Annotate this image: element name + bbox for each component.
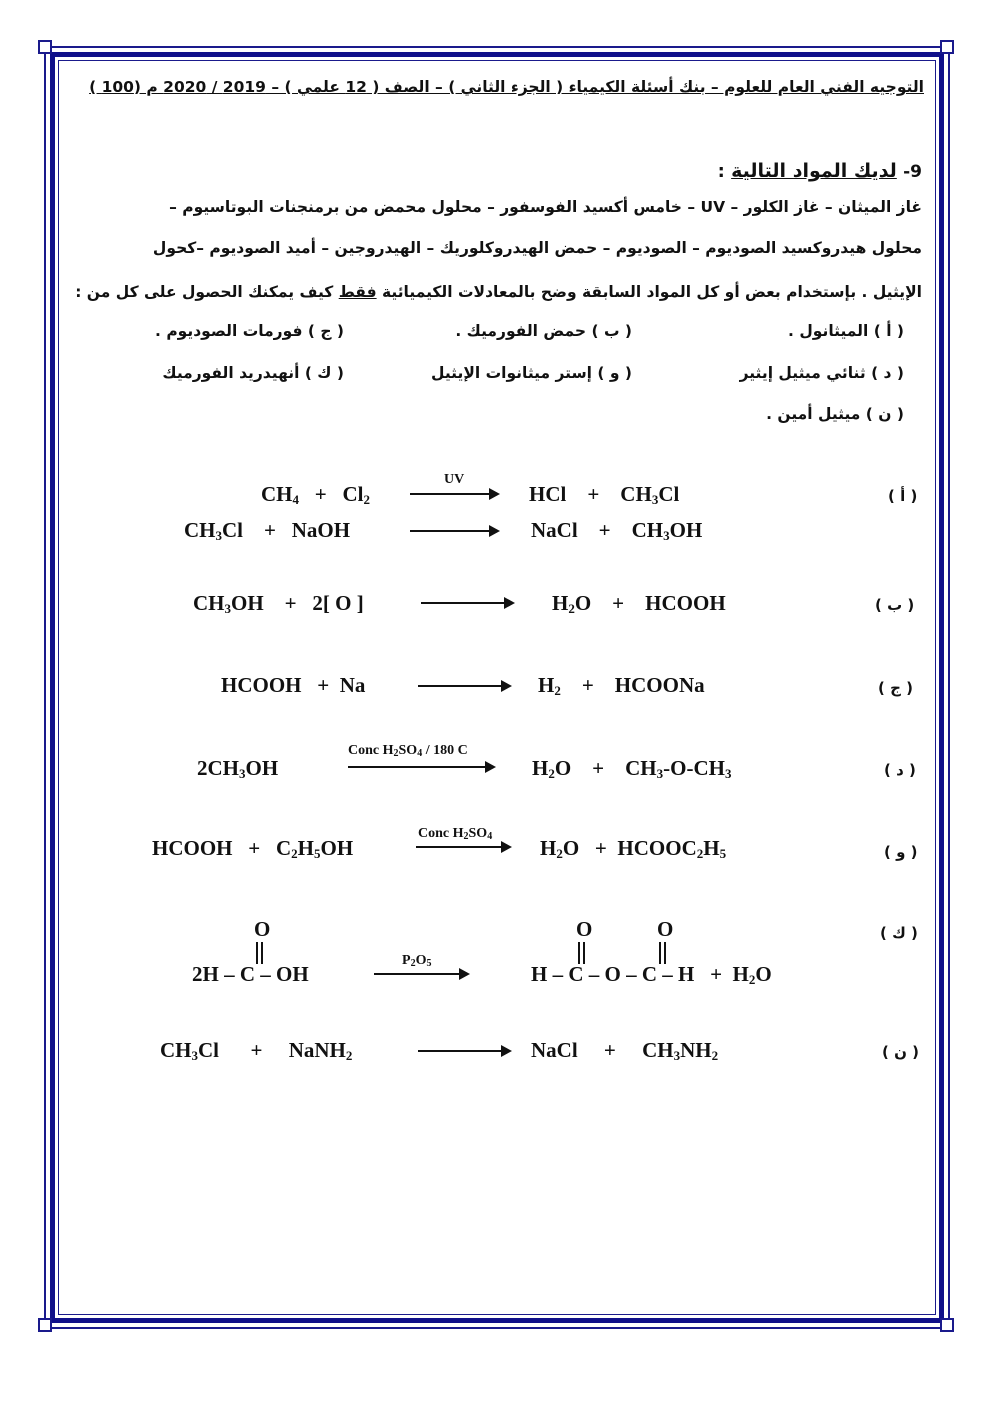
reaction-arrow bbox=[410, 530, 498, 532]
option-n: ( ن ) ميثيل أمين . bbox=[766, 405, 904, 423]
option-w: ( و ) إستر ميثانوات الإيثيل bbox=[431, 364, 632, 382]
eq-a1-products: HCl + $CH_3Cl$ bbox=[529, 482, 680, 507]
question-text-line-3 bbox=[74, 283, 922, 301]
question-number: 9- bbox=[903, 162, 922, 182]
condition-conc-h2so4: Conc $H_2SO_4$ bbox=[418, 826, 493, 842]
label-w: ( و ) bbox=[884, 843, 918, 861]
question-colon: : bbox=[717, 161, 725, 182]
label-b: ( ب ) bbox=[875, 596, 915, 614]
corner-ornament bbox=[940, 1318, 954, 1332]
corner-ornament bbox=[38, 40, 52, 54]
condition-conc-h2so4-180-start: Conc H bbox=[348, 743, 394, 758]
corner-ornament bbox=[38, 1318, 52, 1332]
condition-p2o5-text: P bbox=[402, 953, 411, 968]
condition-uv: UV bbox=[444, 472, 465, 487]
reaction-arrow bbox=[416, 846, 510, 848]
question-text-line-2: محلول هيدروكسيد الصوديوم – الصوديوم – حمض الهيدروكلوريك – الهيدروجين – أميد الصوديوم –كحول bbox=[152, 239, 922, 257]
reaction-arrow bbox=[374, 973, 468, 975]
corner-ornament bbox=[940, 40, 954, 54]
eq-a2-reactants: $CH_3Cl$ + NaOH bbox=[184, 518, 351, 543]
label-d: ( د ) bbox=[884, 761, 916, 779]
line-3-end: كيف يمكنك الحصول على كل من : bbox=[75, 283, 339, 301]
page-header: التوجيه الفني العام للعلوم – بنك أسئلة الكيمياء ( الجزء الثاني ) – الصف ( 12 علمي ) – 2019 / 2020 م (100 ) bbox=[89, 78, 924, 96]
condition-p2o5: $P_2O_5$ bbox=[402, 953, 432, 969]
double-bond bbox=[659, 942, 666, 964]
eq-b-reactants: $CH_3OH$ + 2[ O ] bbox=[193, 591, 364, 616]
carbonyl-oxygen: O bbox=[576, 917, 593, 941]
option-k: ( ك ) أنهيدريد الفورميك bbox=[162, 364, 344, 382]
double-bond bbox=[578, 942, 585, 964]
option-d: ( د ) ثنائي ميثيل إيثير bbox=[739, 364, 904, 382]
option-a: ( أ ) الميثانول . bbox=[788, 322, 904, 340]
eq-a2-products: NaCl + $CH_3OH$ bbox=[531, 518, 703, 543]
eq-a1-reactants: $CH_4 + Cl_2$ bbox=[261, 482, 370, 507]
label-k: ( ك ) bbox=[880, 924, 918, 942]
option-c: ( ج ) فورمات الصوديوم . bbox=[155, 322, 344, 340]
label-c: ( ج ) bbox=[878, 679, 913, 697]
label-a: ( أ ) bbox=[888, 487, 918, 505]
eq-k-reactant: 2H – C – OH bbox=[192, 962, 309, 986]
eq-d-products: $H_2O$ + $CH_3-O-CH_3$ bbox=[532, 756, 732, 781]
condition-conc-h2so4-text: Conc H bbox=[418, 826, 464, 841]
reaction-arrow bbox=[418, 685, 510, 687]
line-3-start: الإيثيل . بإستخدام بعض أو كل المواد السابقة وضح بالمعادلات الكيميائية bbox=[376, 283, 922, 301]
eq-c-reactants: HCOOH + Na bbox=[221, 673, 366, 697]
reaction-arrow bbox=[421, 602, 513, 604]
condition-conc-h2so4-180: Conc $H_2SO_4 / 180$ C bbox=[348, 743, 468, 759]
underlined-word: فقط bbox=[338, 283, 377, 301]
reaction-arrow bbox=[348, 766, 494, 768]
condition-conc-h2so4-180-end: / 180 C bbox=[422, 743, 468, 758]
reaction-arrow bbox=[418, 1050, 510, 1052]
eq-w-reactants: HCOOH + $C_2H_5OH$ bbox=[152, 836, 354, 861]
question-title bbox=[718, 160, 922, 182]
eq-n-reactants: $CH_3Cl$ + NaNH$_2$ bbox=[160, 1038, 353, 1063]
label-n: ( ن ) bbox=[882, 1043, 919, 1061]
carbonyl-oxygen: O bbox=[254, 917, 271, 941]
question-heading: لديك المواد التالية bbox=[731, 160, 897, 182]
eq-w-products: $H_2O$ + $HCOOC_2H_5$ bbox=[540, 836, 727, 861]
eq-n-products: NaCl + $CH_3NH_2$ bbox=[531, 1038, 719, 1063]
reaction-arrow bbox=[410, 493, 498, 495]
eq-k-products: $H - C - O - C - H + H_2O$ bbox=[531, 962, 772, 987]
eq-b-products: $H_2O$ + HCOOH bbox=[552, 591, 726, 616]
eq-c-products: $H_2$ + HCOONa bbox=[538, 673, 705, 698]
double-bond bbox=[256, 942, 263, 964]
carbonyl-oxygen: O bbox=[657, 917, 674, 941]
question-text-line-1: غاز الميثان – غاز الكلور – UV – خامس أكسيد الفوسفور – محلول محمض من برمنجنات البوتاسيوم – bbox=[169, 198, 922, 216]
eq-d-reactants: $2CH_3OH$ bbox=[197, 756, 279, 781]
option-b: ( ب ) حمض الفورميك . bbox=[455, 322, 632, 340]
